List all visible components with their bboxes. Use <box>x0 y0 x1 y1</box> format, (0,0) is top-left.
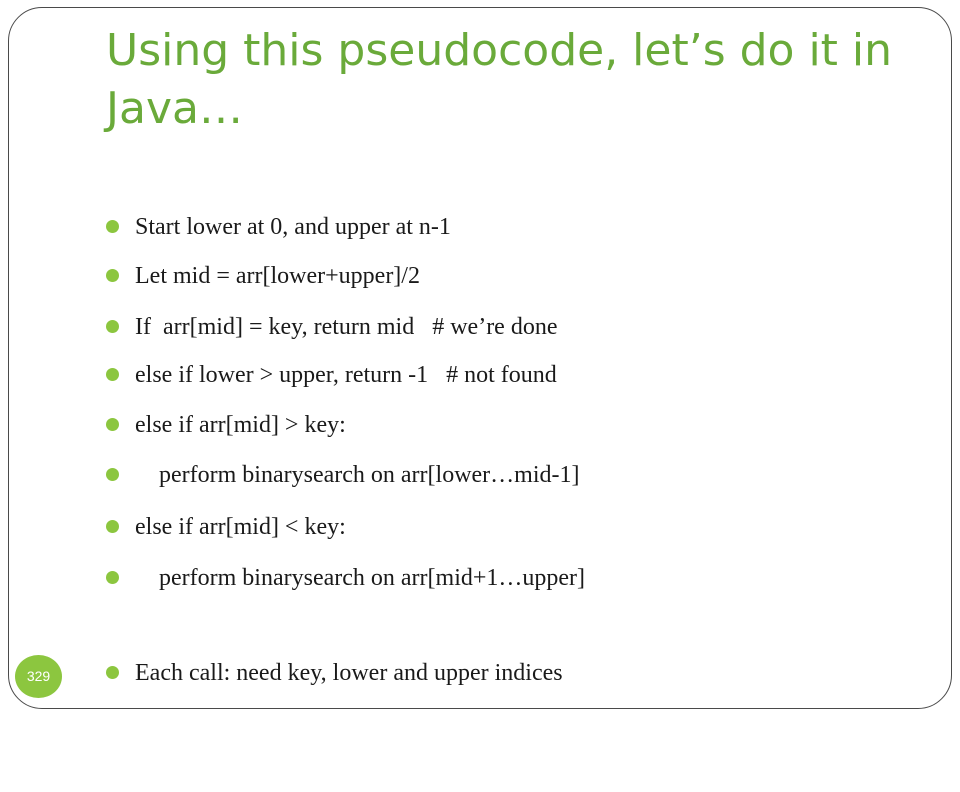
bullet-item <box>106 510 926 544</box>
bullet-dot-icon <box>106 520 119 533</box>
bullet-item <box>106 259 926 293</box>
bullet-text: perform binarysearch on arr[lower…mid-1] <box>135 462 580 488</box>
bullet-dot-icon <box>106 418 119 431</box>
bullet-text: Let mid = arr[lower+upper]/2 <box>135 263 420 289</box>
bullet-dot-icon <box>106 320 119 333</box>
slide-title: Using this pseudocode, let’s do it in Java… <box>106 25 893 134</box>
bullet-text: else if arr[mid] > key: <box>135 412 346 438</box>
bullet-dot-icon <box>106 571 119 584</box>
bullet-text: perform binarysearch on arr[mid+1…upper] <box>135 565 586 591</box>
bullet-text: If arr[mid] = key, return mid # we’re done <box>135 314 558 340</box>
bullet-item <box>106 656 926 690</box>
bullet-text: Each call: need key, lower and upper indices <box>135 660 563 686</box>
bullet-item <box>106 408 926 442</box>
bullet-item <box>106 561 926 595</box>
bullet-text: Start lower at 0, and upper at n-1 <box>135 214 451 240</box>
bullet-item <box>106 210 926 244</box>
bullet-text: else if arr[mid] < key: <box>135 514 346 540</box>
bullet-item <box>106 458 926 492</box>
bullet-text: else if lower > upper, return -1 # not found <box>135 362 557 388</box>
bullet-dot-icon <box>106 666 119 679</box>
bullet-dot-icon <box>106 220 119 233</box>
bullet-dot-icon <box>106 468 119 481</box>
bullet-dot-icon <box>106 269 119 282</box>
bullet-dot-icon <box>106 368 119 381</box>
slide-number-badge: 329 <box>15 655 62 698</box>
bullet-item <box>106 358 926 392</box>
bullet-item <box>106 310 926 344</box>
